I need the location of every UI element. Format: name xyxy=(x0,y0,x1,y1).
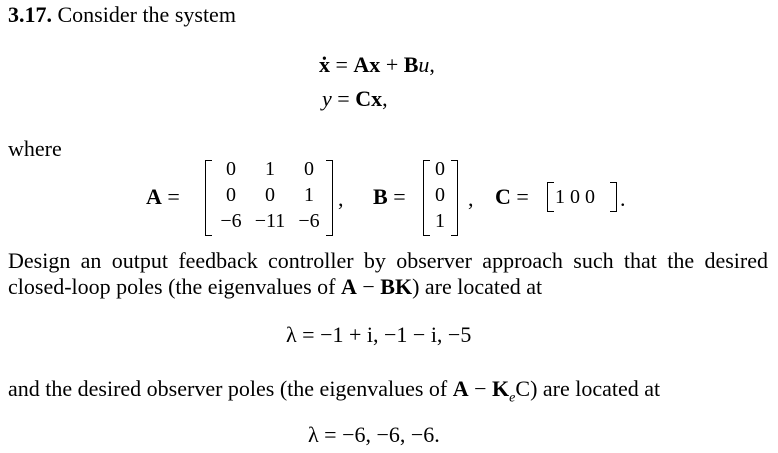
observer-poles-equation: λ = −6, −6, −6. xyxy=(308,422,440,447)
b-symbol: B xyxy=(373,184,388,209)
problem-intro: Consider the system xyxy=(57,2,236,27)
matrix-c-row: 1 0 0 xyxy=(555,186,595,208)
comma: , xyxy=(468,186,474,211)
problem-number: 3.17. xyxy=(8,2,52,27)
matrix-c-label xyxy=(495,184,529,210)
comma: , xyxy=(338,186,344,211)
ax-term: Ax xyxy=(353,52,381,77)
eq1-comma: , xyxy=(429,52,435,77)
matrix-a-cell: −6 xyxy=(220,210,242,232)
design-text: Design an output feedback controller by observer approach such that the desired closed-loop poles (the eigenvalues of xyxy=(8,248,768,299)
design-paragraph xyxy=(8,248,768,300)
matrix-b xyxy=(428,156,452,236)
ke-symbol: K xyxy=(492,376,510,401)
equals-sign: = xyxy=(161,184,180,209)
observer-text-end: C) are located at xyxy=(515,376,661,401)
matrix-b-right-bracket xyxy=(451,160,458,236)
a-symbol: A xyxy=(452,376,469,401)
matrix-a-right-bracket xyxy=(326,160,333,236)
minus-sign: − xyxy=(356,274,381,299)
cx-term: Cx xyxy=(355,86,383,111)
matrix-b-cell: 0 xyxy=(435,184,445,206)
matrix-a xyxy=(212,156,330,236)
observer-paragraph xyxy=(8,376,660,411)
desired-poles-equation: λ = −1 + i, −1 − i, −5 xyxy=(286,322,472,347)
output-equation xyxy=(322,86,388,112)
plus-sign: + xyxy=(380,52,404,77)
period: . xyxy=(620,186,626,211)
a-symbol: A xyxy=(146,184,162,209)
problem-heading xyxy=(8,2,236,28)
matrix-a-cell: 1 xyxy=(304,184,314,206)
u-term: u xyxy=(418,52,430,77)
state-equation xyxy=(319,52,435,78)
matrix-a-cell: 0 xyxy=(226,184,236,206)
design-text-end: ) are located at xyxy=(412,274,543,299)
equals-sign: = xyxy=(330,52,354,77)
matrix-c-right-bracket xyxy=(610,182,617,212)
equals-sign: = xyxy=(510,184,529,209)
matrix-a-cell: −6 xyxy=(298,210,320,232)
matrix-a-label xyxy=(146,184,180,210)
eq2-comma: , xyxy=(382,86,388,111)
minus-sign: − xyxy=(468,376,493,401)
matrix-a-cell: 0 xyxy=(265,184,275,206)
matrix-a-cell: 0 xyxy=(304,158,314,180)
matrix-a-cell: 0 xyxy=(226,158,236,180)
equals-sign: = xyxy=(331,86,356,111)
x-dot: ẋ xyxy=(319,52,330,77)
ke-subscript: e xyxy=(509,390,516,406)
a-symbol: A xyxy=(340,274,357,299)
b-term: B xyxy=(403,52,419,77)
matrix-a-cell: −11 xyxy=(254,210,286,232)
matrix-a-left-bracket xyxy=(205,160,212,236)
matrix-b-cell: 1 xyxy=(435,210,445,232)
matrix-b-label xyxy=(373,184,406,210)
where-label: where xyxy=(8,136,62,161)
bk-symbol: BK xyxy=(380,274,413,299)
matrix-b-cell: 0 xyxy=(435,158,445,180)
equals-sign: = xyxy=(387,184,406,209)
c-symbol: C xyxy=(495,184,511,209)
y-term: y xyxy=(322,86,332,111)
matrix-a-cell: 1 xyxy=(265,158,275,180)
observer-text: and the desired observer poles (the eigenvalues of xyxy=(8,376,453,401)
matrix-c-left-bracket xyxy=(547,182,554,212)
